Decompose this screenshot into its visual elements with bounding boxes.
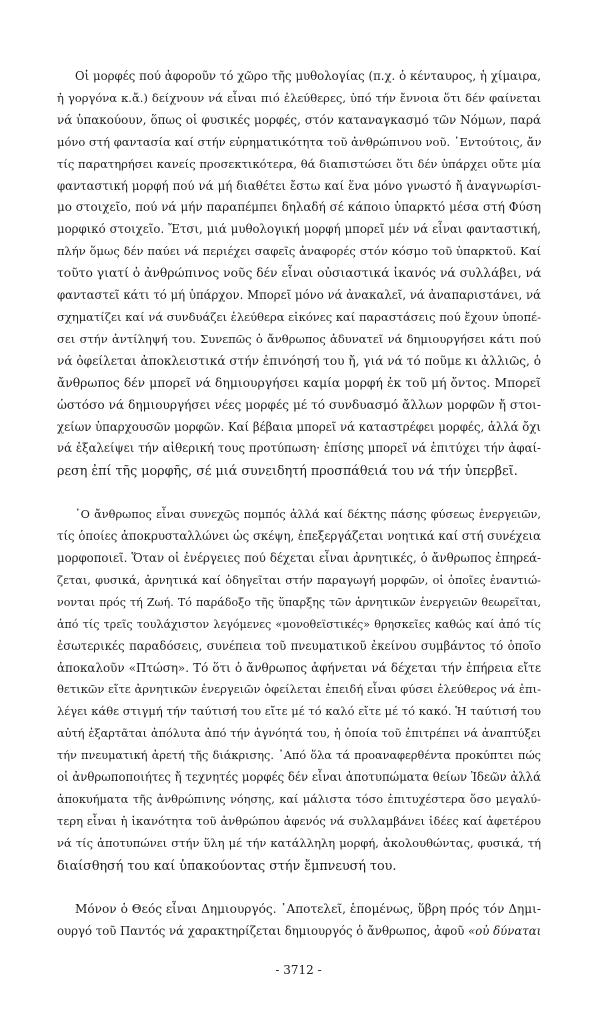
text-line: ἀποκυήματα τῆς ἀνθρώπινης νόησης, καί μάλιστα τόσο ἐπιτυχέστερα ὅσο μεγαλύ- <box>57 793 541 806</box>
text-line: μο στοιχεῖο, πού νά μήν παραπέμπει δηλαδή σέ κάποιο ὑπαρκτό μέσα στή Φύση <box>57 200 541 215</box>
text-line: θετικῶν εἴτε ἀρνητικῶν ἐνεργειῶν ὀφείλεται ἐπειδή εἶναι φύσει ἐλεύθερος νά ἐπι- <box>57 682 541 697</box>
text-line: σει στήν ἀντίληψή του. Συνεπῶς ὁ ἄνθρωπος ἀδυνατεῖ νά δημιουργήσει κάτι πού <box>57 331 541 346</box>
text-line: τήν πνευματική ἀρετή τῆς διάκρισης. ᾿Από ὅλα τά προαναφερθέντα προκύπτει πώς <box>57 749 541 763</box>
text-line: σχηματίζει καί νά συνδυάζει ἐλεύθερα εἰκόνες καί παραστάσεις πού ἔχουν ὑποπέ- <box>57 309 541 324</box>
page-body <box>57 66 541 942</box>
text-line: πλήν ὅμως δέν παύει νά περιέχει σαφεῖς ἀναφορές στόν κόσμο τοῦ ὑπαρκτοῦ. Καί <box>57 244 541 259</box>
text-line: μορφοποιεῖ. Ὅταν οἱ ἐνέργειες πού δέχεται εἶναι ἀρνητικές, ὁ ἄνθρωπος ἐπηρεά- <box>57 551 541 566</box>
text-line: Οἱ μορφές πού ἀφοροῦν τό χῶρο τῆς μυθολογίας (π.χ. ὁ κένταυρος, ἡ χίμαιρα, <box>75 69 541 83</box>
text-line: χείων ὑπαρχουσῶν μορφῶν. Καί βέβαια μπορεῖ νά καταστρέφει μορφές, ἀλλά ὄχι <box>57 419 541 434</box>
text-line: νονται πρός τή Ζωή. Τό παράδοξο τῆς ὕπαρξης τῶν ἀρνητικῶν ἐνεργειῶν θεωρεῖται, <box>57 595 541 609</box>
text-line: ἀποκαλοῦν «Πτώση». Τό ὅτι ὁ ἄνθρωπος ἀφήνεται νά δέχεται τήν ἐπήρεια εἴτε <box>57 660 541 675</box>
text-line: ζεται, φυσικά, ἀρνητικά καί ὁδηγεῖται στήν παραγωγή μορφῶν, οἱ ὁποῖες ἐναντιώ- <box>57 573 541 587</box>
text-line: αὐτή ἐξαρτᾶται ἀπόλυτα ἀπό τήν ἀγνόητά του, ἡ ὁποία τοῦ ἐπιτρέπει νά ἀναπτύξει <box>57 727 541 741</box>
text-line: τίς παρατηρήσει κανείς προσεκτικότερα, θά διαπιστώσει ὅτι δέν ὑπάρχει οὔτε μία <box>57 156 541 171</box>
text-line: νά ἐξαλείψει τήν αἰθερική τους προτύπωση· ἐπίσης μπορεῖ νά ἐπιτύχει τήν ἀφαί- <box>57 441 541 456</box>
text-line: φανταστεῖ κάτι τό μή ὑπάρχον. Μπορεῖ μόνο νά ἀνακαλεῖ, νά ἀναπαριστάνει, νά <box>57 288 541 303</box>
paragraph-3 <box>57 899 541 943</box>
text-line: ἡ γοργόνα κ.ἄ.) δείχνουν νά εἶναι πιό ἐλεύθερες, ὑπό τήν ἔννοια ὅτι δέν φαίνεται <box>57 90 541 105</box>
paragraph-1 <box>57 66 541 482</box>
text-line: ρεση ἐπί τῆς μορφῆς, σέ μιά συνειδητή προσπάθειά του νά τήν ὑπερβεῖ. <box>57 463 518 479</box>
text-line: ἄνθρωπος δέν μπορεῖ νά δημιουργήσει καμία μορφή ἐκ τοῦ μή ὄντος. Μπορεῖ <box>57 375 541 390</box>
text-line: Μόνον ὁ Θεός εἶναι Δημιουργός. ᾿Αποτελεῖ, ἑπομένως, ὕβρη πρός τόν Δημι- <box>75 901 541 916</box>
text-line: διαίσθησή του καί ὑπακούοντας στήν ἔμπνευσή του. <box>57 857 397 873</box>
text-line: λέγει κάθε στιγμή τήν ταύτισή του εἴτε μέ τό καλό εἴτε μέ τό κακό. Ἡ ταύτισή του <box>57 704 541 719</box>
paragraph-2 <box>57 504 541 876</box>
italic-quote: «οὐ δύναται <box>468 923 542 938</box>
page-number: - 3712 - <box>275 963 322 977</box>
text-line: νά ὑπακούουν, ὅπως οἱ φυσικές μορφές, στόν καταναγκασμό τῶν Νόμων, παρά <box>57 112 541 127</box>
text-line: ῾Ο ἄνθρωπος εἶναι συνεχῶς πομπός ἀλλά καί δέκτης πάσης φύσεως ἐνεργειῶν, <box>75 508 541 522</box>
text-fragment: ουργό τοῦ Παντός νά χαρακτηρίζεται δημιουργός ὁ ἄνθρωπος, ἀφοῦ <box>57 923 465 938</box>
text-line: νά τίς ἀποτυπώνει στήν ὕλη μέ τήν κατάλληλη μορφή, ἀκολουθώντας, φυσικά, τή <box>57 835 541 850</box>
text-line: ὡστόσο νά δημιουργήσει νέες μορφές μέ τό συνδυασμό ἄλλων μορφῶν ἤ στοι- <box>57 397 541 412</box>
text-line: τίς ὁποίες ἀποκρυσταλλώνει ὡς σκέψη, ἐπεξεργάζεται νοητικά καί στή συνέχεια <box>57 529 541 544</box>
text-line <box>57 921 541 943</box>
text-line: τοῦτο γιατί ὁ ἀνθρώπινος νοῦς δέν εἶναι οὐσιαστικά ἱκανός νά συλλάβει, νά <box>57 266 542 281</box>
text-line: νά ὀφείλεται ἀποκλειστικά στήν ἐπινόησή του ἤ, γιά νά τό ποῦμε κι ἀλλιῶς, ὁ <box>57 353 541 368</box>
text-line: ἐσωτερικές παραδόσεις, συνέπεια τοῦ πνευματικοῦ ἐκείνου συμβάντος τό ὁποῖο <box>57 638 541 653</box>
text-line: μορφικό στοιχεῖο. Ἔτσι, μιά μυθολογική μορφή μπορεῖ μέν νά εἶναι φανταστική, <box>57 222 541 237</box>
text-line: τερη εἶναι ἡ ἱκανότητα τοῦ ἀνθρώπου ἀφενός νά συλλαμβάνει ἰδέες καί ἀφετέρου <box>57 813 541 828</box>
text-line: ἀπό τίς τρεῖς τουλάχιστον λεγόμενες «μονοθεϊστικές» θρησκεῖες καθώς καί ἀπό τίς <box>57 617 541 631</box>
text-line: μόνο στή φαντασία καί στήν εὐρηματικότητα τοῦ ἀνθρώπινου νοῦ. ᾿Εντούτοις, ἄν <box>57 134 542 149</box>
text-line: φανταστική μορφή πού νά μή διαθέτει ἔστω καί ἕνα μόνο γνωστό ἤ ἀναγνωρίσι- <box>57 178 541 193</box>
text-line: οἱ ἀνθρωποποιήτες ἤ τεχνητές μορφές δέν εἶναι ἀποτυπώματα θείων Ἰδεῶν ἀλλά <box>57 770 541 785</box>
